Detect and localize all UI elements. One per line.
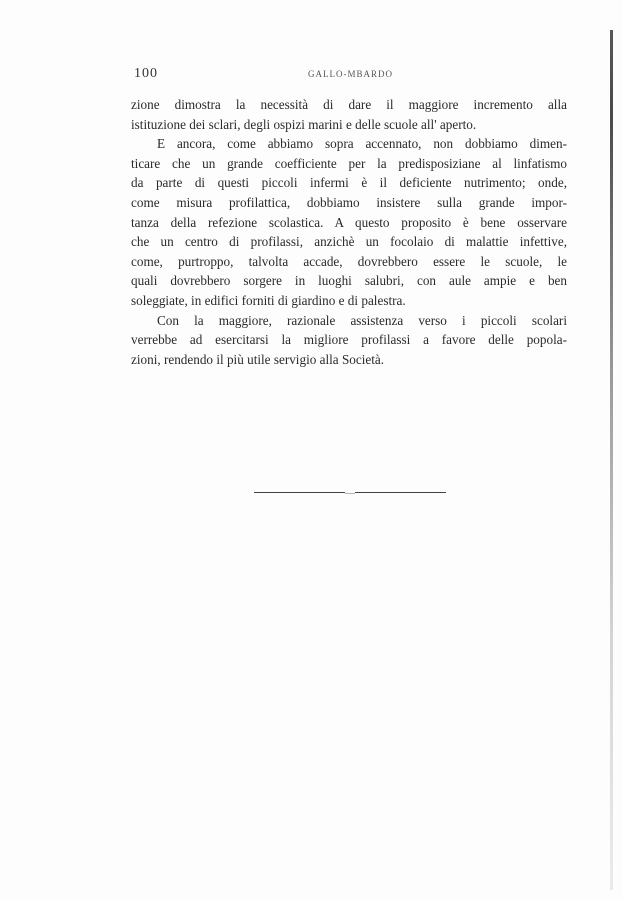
section-separator (254, 489, 446, 495)
text-line: quali dovrebbero sorgere in luoghi salubri, con aule ampie e ben (131, 273, 567, 289)
separator-rule-left (254, 492, 345, 493)
text-line: ticare che un grande coefficiente per la predisposiziane al linfatismo (131, 155, 567, 171)
text-line: verrebbe ad esercitarsi la migliore profilassi a favore delle popola- (131, 332, 567, 348)
text-line: da parte di questi piccoli infermi è il deficiente nutrimento; onde, (131, 175, 567, 191)
text-line: come misura profilattica, dobbiamo insistere sulla grande impor- (131, 194, 567, 210)
separator-dots: ..... (345, 487, 355, 496)
text-line: Con la maggiore, razionale assistenza verso i piccoli scolari (157, 312, 567, 328)
text-line: che un centro di profilassi, anzichè un focolaio di malattie infettive, (131, 234, 567, 250)
text-line: tanza della refezione scolastica. A questo proposito è bene osservare (131, 214, 567, 230)
page-number: 100 (134, 66, 158, 81)
text-line: zioni, rendendo il più utile servigio alla Società. (131, 351, 385, 367)
page-header (134, 66, 568, 86)
text-line: come, purtroppo, talvolta accade, dovrebbero essere le scuole, le (131, 253, 567, 269)
body-text (131, 95, 567, 369)
text-line: zione dimostra la necessità di dare il maggiore incremento alla (131, 97, 567, 112)
text-line: istituzione dei sclari, degli ospizi marini e delle scuole all' aperto. (131, 116, 477, 132)
page-edge-shadow (610, 30, 613, 890)
text-line: soleggiate, in edifici forniti di giardino e di palestra. (131, 292, 406, 308)
text-line: E ancora, come abbiamo sopra accennato, non dobbiamo dimen- (157, 136, 567, 152)
running-head: GALLO-MBARDO (308, 69, 393, 79)
separator-rule-right (355, 492, 446, 493)
